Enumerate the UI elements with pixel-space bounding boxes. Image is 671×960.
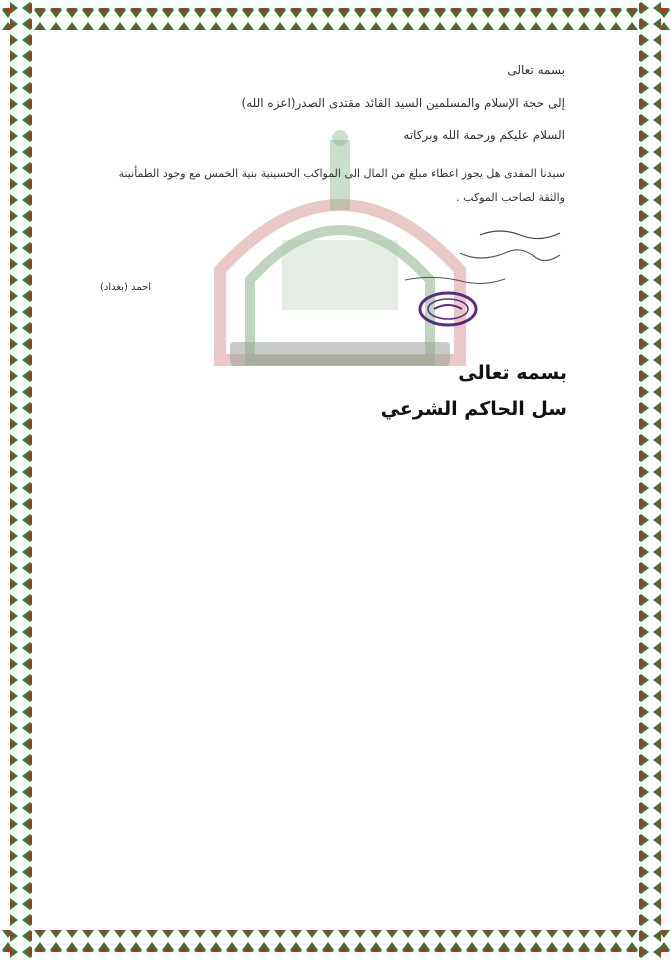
letter-basmala: بسمه تعالى <box>507 63 565 77</box>
letter-salam: السلام عليكم ورحمة الله وبركاته <box>403 128 565 142</box>
letter-question: سيدنا المفدى هل يجوز اعطاء مبلغ من المال الى المواكب الحسينية بنية الخمس مع وجود الطمأنينة والثقة لصاحب الموكب . <box>118 167 565 204</box>
decorative-border-right <box>631 0 671 960</box>
decorative-border-bottom <box>0 920 671 960</box>
answer-text: سل الحاكم الشرعي <box>380 398 567 420</box>
signature-and-stamp <box>400 215 580 335</box>
letter-address: إلى حجة الإسلام والمسلمين السيد القائد مقتدى الصدر(اعزه الله) <box>241 96 565 110</box>
answer-basmala: بسمه تعالى <box>458 362 567 384</box>
letter-sender: احمد (بغداد) <box>100 282 152 293</box>
decorative-border-left <box>0 0 40 960</box>
decorative-border-top <box>0 0 671 40</box>
